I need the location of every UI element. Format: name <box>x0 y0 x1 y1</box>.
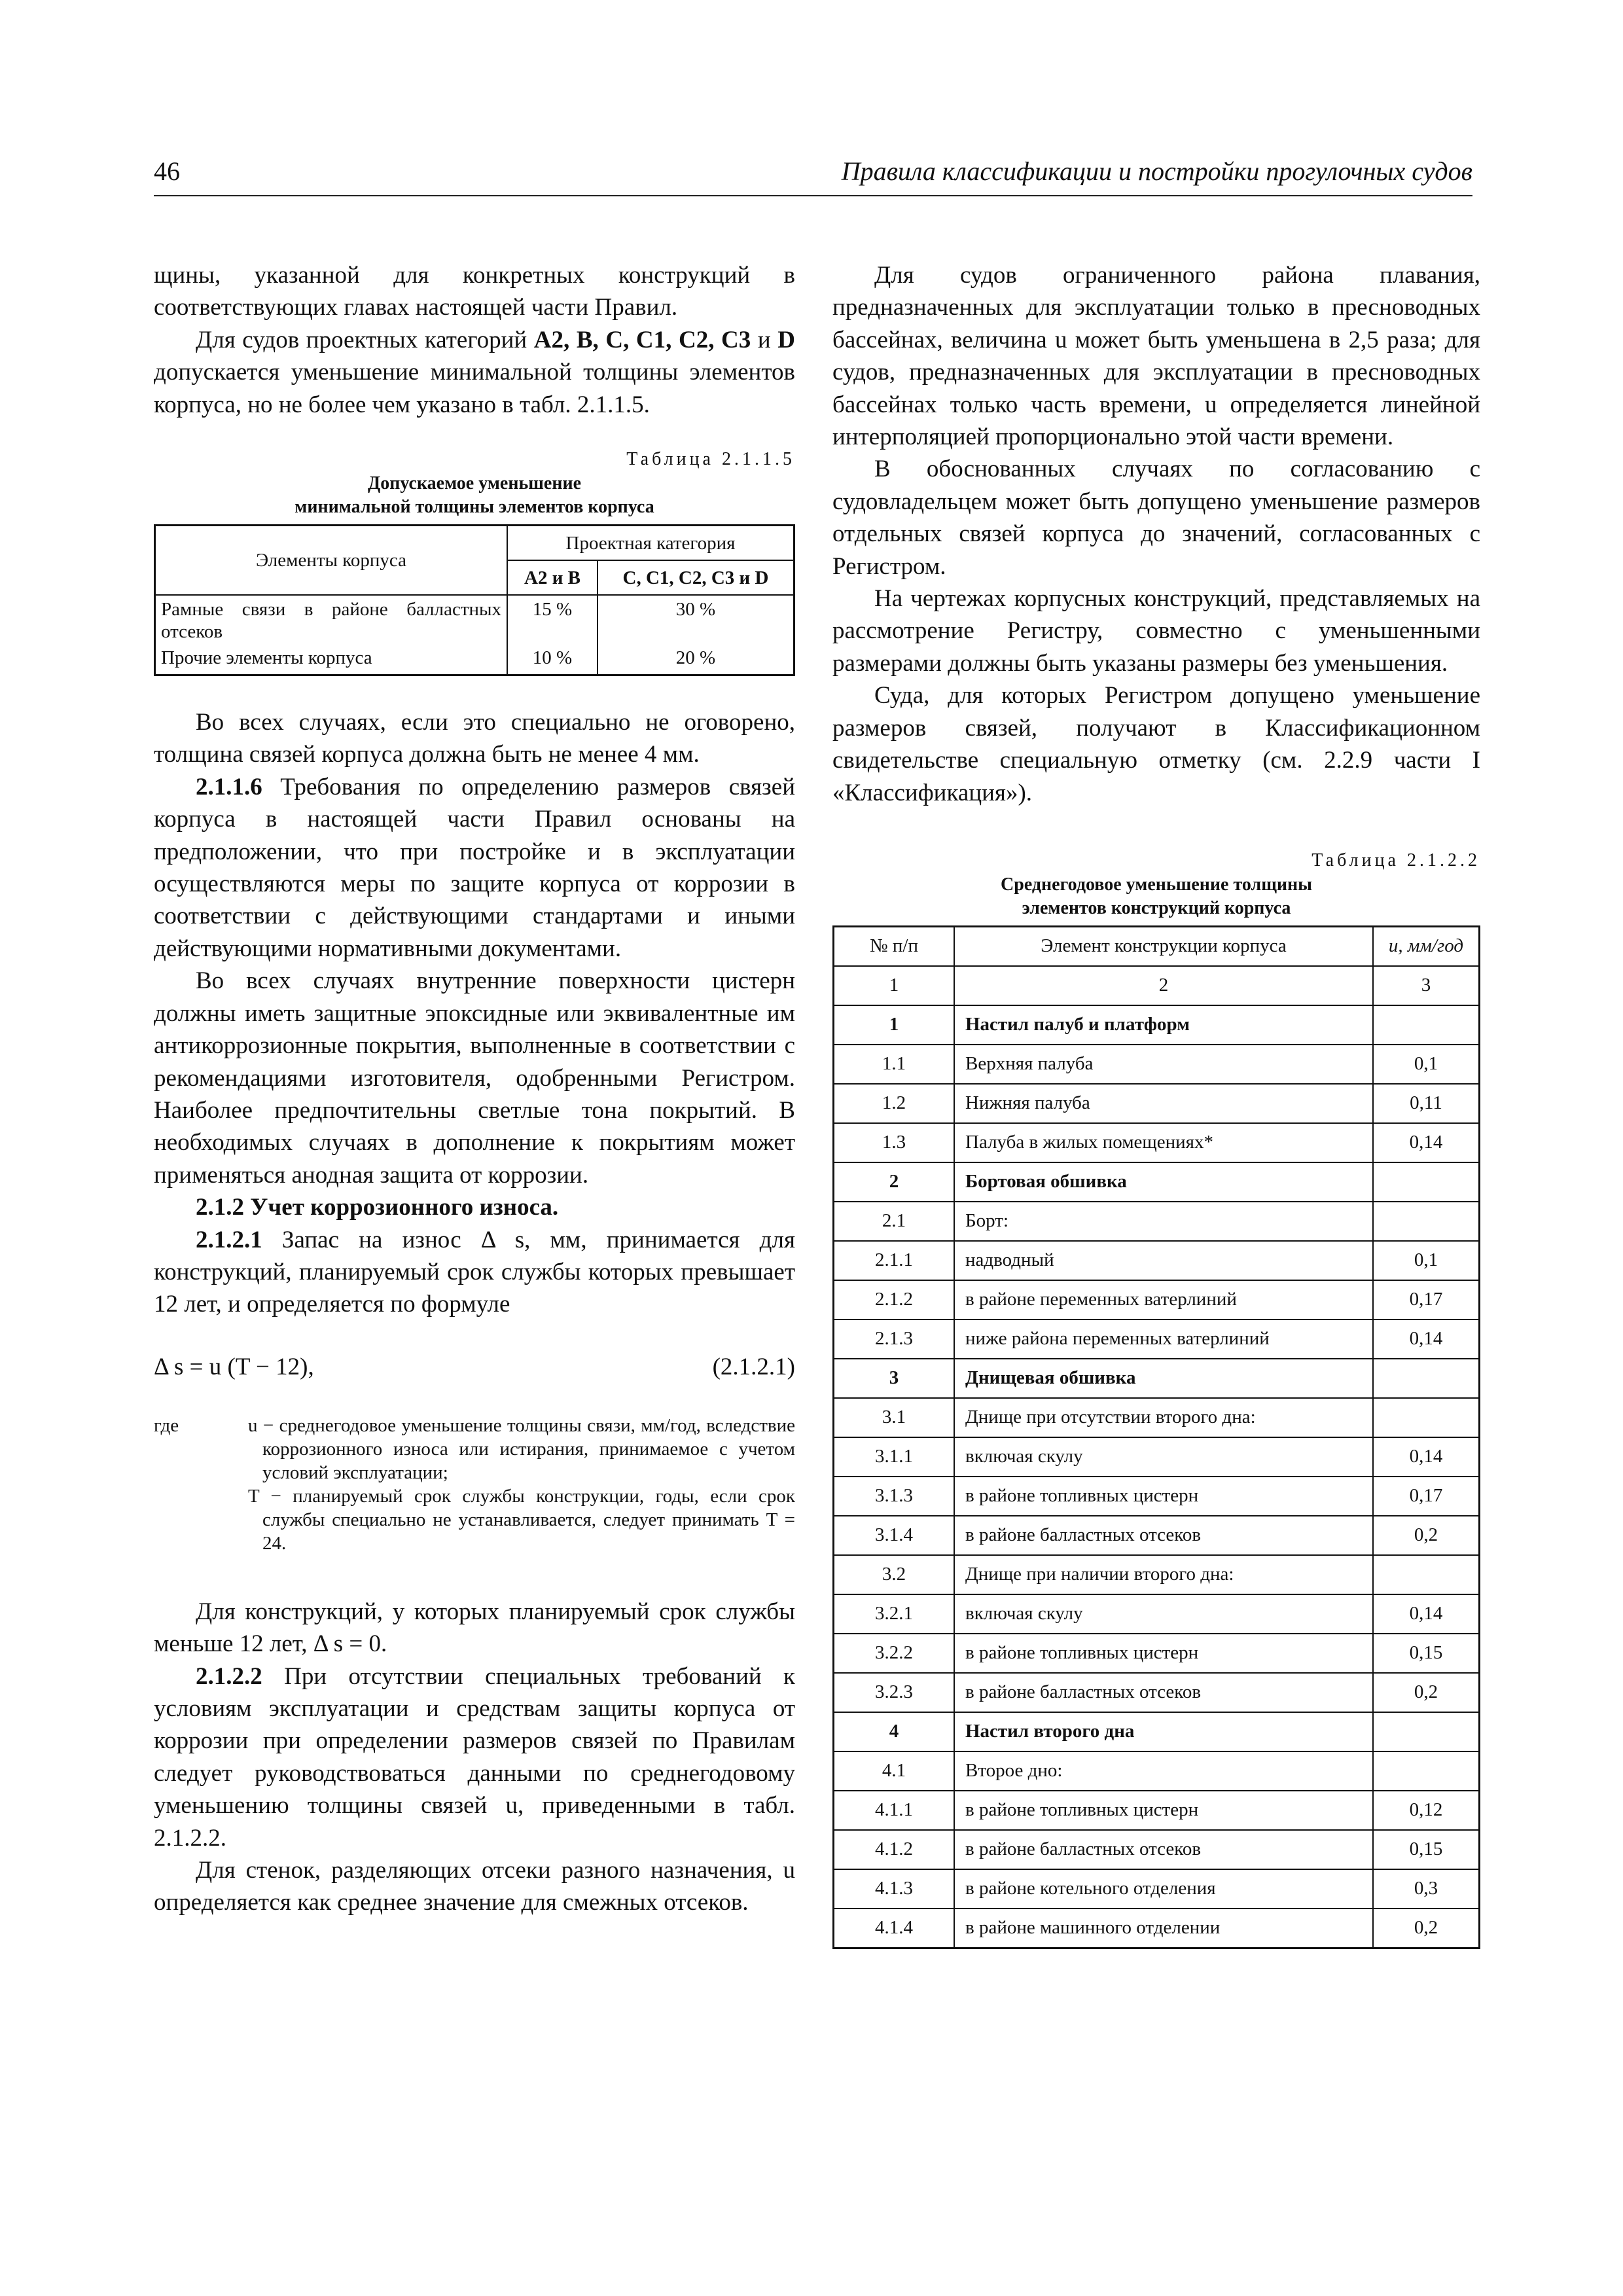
table-cell: 0,2 <box>1373 1673 1480 1712</box>
formula-expression: Δ s = u (T − 12), <box>154 1353 314 1380</box>
table-cell: Второе дно: <box>954 1751 1373 1791</box>
table-section-row <box>834 1712 1480 1751</box>
table-cell: в районе переменных ватерлиний <box>954 1280 1373 1319</box>
text-run: Требования по определению размеров связей корпуса в настоящей части Правил основаны на предположении, что при постройке и в эксплуатации осуществляются меры по защите корпуса от коррозии в соответствии с действующими стандартами и иными действующими нормативными документами. <box>154 773 795 962</box>
table-cell: Нижняя палуба <box>954 1084 1373 1123</box>
table-cell: 1 <box>834 1005 955 1045</box>
paragraph: Для стенок, разделяющих отсеки разного назначения, u определяется как среднее значение для смежных отсеков. <box>154 1857 795 1916</box>
clause-number: 2.1.1.6 <box>196 773 262 800</box>
table-cell: 2.1 <box>834 1202 955 1241</box>
table-cell: 0,14 <box>1373 1319 1480 1359</box>
table-row <box>834 1241 1480 1280</box>
table-cell <box>1373 1751 1480 1791</box>
table-cell: ниже района переменных ватерлиний <box>954 1319 1373 1359</box>
paragraph <box>154 1660 795 1854</box>
paragraph: В обоснованных случаях по согласованию с судовладельцем может быть допущено уменьшение размеров отдельных связей корпуса до значений, согласованных с Регистром. <box>832 456 1480 580</box>
table-section-row <box>834 1005 1480 1045</box>
table-section-row <box>834 1162 1480 1202</box>
table-cell: в районе котельного отделения <box>954 1869 1373 1909</box>
table-header-cell: C, C1, C2, C3 и D <box>597 560 794 595</box>
running-title: Правила классификации и постройки прогулочных судов <box>841 156 1472 186</box>
table-row <box>834 1202 1480 1241</box>
table-cell: 0,11 <box>1373 1084 1480 1123</box>
table-cell: в районе топливных цистерн <box>954 1791 1373 1830</box>
table-cell: 3.1.3 <box>834 1477 955 1516</box>
table-row <box>834 1516 1480 1555</box>
table-row <box>834 1751 1480 1791</box>
text-run: Запас на износ Δ s, мм, принимается для конструкций, планируемый срок службы которых превышает 12 лет, и определяется по формуле <box>154 1226 795 1318</box>
table-cell: 3.2.1 <box>834 1594 955 1634</box>
table-cell: Прочие элементы корпуса <box>155 644 508 675</box>
table-title-line: минимальной толщины элементов корпуса <box>294 497 654 518</box>
table-header-cell: № п/п <box>834 926 955 966</box>
table-cell: 3.1 <box>834 1398 955 1437</box>
text-run-bold: A2, B, C, C1, C2, C3 <box>533 326 751 353</box>
thickness-reduction-table <box>154 524 795 676</box>
paragraph: Суда, для которых Регистром допущено уменьшение размеров связей, получают в Классификационном свидетельстве специальную отметку (см. 2.2.9 части I «Классификация»). <box>832 682 1480 806</box>
section-heading: 2.1.2 Учет коррозионного износа. <box>196 1194 559 1221</box>
table-cell: 0,1 <box>1373 1045 1480 1084</box>
table-cell: Настил палуб и платформ <box>954 1005 1373 1045</box>
table-cell: Палуба в жилых помещениях* <box>954 1123 1373 1162</box>
formula <box>154 1351 795 1384</box>
table-header-row <box>834 926 1480 966</box>
table-row <box>834 1673 1480 1712</box>
table-cell: Днище при отсутствии второго дна: <box>954 1398 1373 1437</box>
table-cell: 0,17 <box>1373 1477 1480 1516</box>
text-run: При отсутствии специальных требований к условиям эксплуатации и средствам защиты корпуса от коррозии при определении размеров связей по Правилам следует руководствоваться данными по среднегодовому уменьшению толщины связей u, приведенными в табл. 2.1.2.2. <box>154 1662 795 1852</box>
table-row <box>834 1555 1480 1594</box>
header-rule <box>154 195 1472 196</box>
table-cell: 0,15 <box>1373 1830 1480 1869</box>
paragraph: Для судов ограниченного района плавания, предназначенных для эксплуатации только в пресноводных бассейнах, величина u может быть уменьшена в 2,5 раза; для судов, предназначенных для эксплуатации в пресноводных бассейнах только часть времени, u определяется линейной интерполяцией пропорционально этой части времени. <box>832 262 1480 451</box>
table-cell: 3.2.2 <box>834 1634 955 1673</box>
text-run: допускается уменьшение минимальной толщины элементов корпуса, но не более чем указано в табл. 2.1.1.5. <box>154 359 795 418</box>
table-cell: 0,2 <box>1373 1516 1480 1555</box>
table-cell: 3.1.1 <box>834 1437 955 1477</box>
table-cell: 2.1.2 <box>834 1280 955 1319</box>
table-header-cell: Элементы корпуса <box>155 526 508 596</box>
table-caption: Таблица 2.1.1.5 <box>626 449 795 470</box>
table-cell: 1.1 <box>834 1045 955 1084</box>
table-cell: включая скулу <box>954 1594 1373 1634</box>
table-title-line: Среднегодовое уменьшение толщины <box>1001 874 1312 895</box>
table-cell: в районе балластных отсеков <box>954 1673 1373 1712</box>
table-cell: 0,14 <box>1373 1594 1480 1634</box>
table-section-row <box>834 1359 1480 1398</box>
table-cell: надводный <box>954 1241 1373 1280</box>
paragraph <box>154 324 795 421</box>
table-cell: Днище при наличии второго дна: <box>954 1555 1373 1594</box>
table-cell: 1.3 <box>834 1123 955 1162</box>
table-row <box>155 595 794 644</box>
page-number: 46 <box>154 156 180 186</box>
table-cell <box>1373 1162 1480 1202</box>
table-row <box>834 1634 1480 1673</box>
table-cell: в районе балластных отсеков <box>954 1516 1373 1555</box>
table-cell: 4.1 <box>834 1751 955 1791</box>
table-cell: 1.2 <box>834 1084 955 1123</box>
table-cell: Днищевая обшивка <box>954 1359 1373 1398</box>
paragraph <box>154 771 795 965</box>
corrosion-rate-table <box>832 925 1480 1949</box>
table-cell: 3.2.3 <box>834 1673 955 1712</box>
table-cell: 0,3 <box>1373 1869 1480 1909</box>
table-cell: 30 % <box>597 595 794 644</box>
table-cell: Верхняя палуба <box>954 1045 1373 1084</box>
table-title <box>154 472 795 519</box>
table-cell: Борт: <box>954 1202 1373 1241</box>
table-row <box>155 644 794 675</box>
table-cell <box>1373 1398 1480 1437</box>
table-cell: 3.2 <box>834 1555 955 1594</box>
table-cell <box>1373 1555 1480 1594</box>
table-cell: 0,17 <box>1373 1280 1480 1319</box>
table-cell: 4.1.4 <box>834 1909 955 1948</box>
table-cell: Настил второго дна <box>954 1712 1373 1751</box>
table-row <box>834 1437 1480 1477</box>
table-title-line: Допускаемое уменьшение <box>367 473 582 494</box>
paragraph <box>154 1224 795 1321</box>
table-row <box>834 1869 1480 1909</box>
table-cell: в районе топливных цистерн <box>954 1477 1373 1516</box>
table-cell: 0,12 <box>1373 1791 1480 1830</box>
formula-number: (2.1.2.1) <box>712 1353 795 1380</box>
table-cell: 0,15 <box>1373 1634 1480 1673</box>
table-cell: 2.1.1 <box>834 1241 955 1280</box>
table-row <box>834 1830 1480 1869</box>
text-run: Для судов проектных категорий <box>196 326 534 353</box>
table-row <box>834 1398 1480 1437</box>
table-cell: Рамные связи в районе балластных отсеков <box>155 595 508 644</box>
where-label: где <box>154 1414 179 1436</box>
table-column-numbers-row <box>834 966 1480 1005</box>
table-header-cell: Проектная категория <box>507 526 794 561</box>
table-cell: 4 <box>834 1712 955 1751</box>
table-row <box>834 1791 1480 1830</box>
table-row <box>834 1280 1480 1319</box>
clause-number: 2.1.2.1 <box>196 1226 262 1253</box>
table-cell <box>1373 1005 1480 1045</box>
table-cell: 0,14 <box>1373 1123 1480 1162</box>
table-cell: 4.1.2 <box>834 1830 955 1869</box>
table-title <box>832 873 1480 920</box>
table-title-line: элементов конструкций корпуса <box>1022 897 1291 918</box>
table-cell: 4.1.3 <box>834 1869 955 1909</box>
text-run-bold: D <box>777 326 795 353</box>
table-row <box>834 1123 1480 1162</box>
paragraph: Во всех случаях, если это специально не оговорено, толщина связей корпуса должна быть не менее 4 мм. <box>154 709 795 768</box>
table-cell: 2.1.3 <box>834 1319 955 1359</box>
paragraph: щины, указанной для конкретных конструкций в соответствующих главах настоящей части Правил. <box>154 262 795 321</box>
table-caption: Таблица 2.1.2.2 <box>1311 850 1480 870</box>
formula-legend <box>154 1414 795 1555</box>
table-row <box>834 1477 1480 1516</box>
table-header-cell: Элемент конструкции корпуса <box>954 926 1373 966</box>
definition-u: u − среднегодовое уменьшение толщины связи, мм/год, вследствие коррозионного износа или истирания, принимаемое с учетом условий эксплуатации; <box>248 1414 795 1483</box>
clause-number: 2.1.2.2 <box>196 1662 262 1690</box>
text-run: и <box>751 326 778 353</box>
paragraph: Во всех случаях внутренние поверхности цистерн должны иметь защитные эпоксидные или эквивалентные им антикоррозионные покрытия, выполненные в соответствии с рекомендациями изготовителя, одобренными Регистром. Наиболее предпочтительны светлые тона покрытий. В необходимых случаях в дополнение к покрытиям может применяться анодная защита от коррозии. <box>154 967 795 1189</box>
table-cell: 3.1.4 <box>834 1516 955 1555</box>
table-cell: в районе машинного отделении <box>954 1909 1373 1948</box>
definition-t: T − планируемый срок службы конструкции, годы, если срок службы специально не устанавливается, следует принимать T = 24. <box>248 1485 795 1554</box>
table-cell: 0,1 <box>1373 1241 1480 1280</box>
table-cell: в районе балластных отсеков <box>954 1830 1373 1869</box>
left-column <box>154 259 795 1919</box>
table-cell: включая скулу <box>954 1437 1373 1477</box>
table-cell: 20 % <box>597 644 794 675</box>
table-cell: 3 <box>834 1359 955 1398</box>
table-cell: 0,2 <box>1373 1909 1480 1948</box>
table-cell: 15 % <box>507 595 597 644</box>
table-cell <box>1373 1712 1480 1751</box>
table-cell <box>1373 1359 1480 1398</box>
table-row <box>834 1084 1480 1123</box>
table-header-cell: A2 и B <box>507 560 597 595</box>
table-header-cell: u, мм/год <box>1373 926 1480 966</box>
table-header-cell: 2 <box>954 966 1373 1005</box>
table-header-cell: 3 <box>1373 966 1480 1005</box>
table-cell <box>1373 1202 1480 1241</box>
table-row <box>834 1909 1480 1948</box>
paragraph: На чертежах корпусных конструкций, представляемых на рассмотрение Регистру, совместно с уменьшенными размерами должны быть указаны размеры без уменьшения. <box>832 585 1480 677</box>
paragraph: Для конструкций, у которых планируемый срок службы меньше 12 лет, Δ s = 0. <box>154 1598 795 1658</box>
table-row <box>834 1319 1480 1359</box>
table-header-cell: 1 <box>834 966 955 1005</box>
right-column <box>832 259 1480 1949</box>
table-row <box>834 1045 1480 1084</box>
table-cell: 10 % <box>507 644 597 675</box>
table-row <box>834 1594 1480 1634</box>
table-cell: в районе топливных цистерн <box>954 1634 1373 1673</box>
table-cell: 0,14 <box>1373 1437 1480 1477</box>
table-cell: Бортовая обшивка <box>954 1162 1373 1202</box>
table-cell: 4.1.1 <box>834 1791 955 1830</box>
table-cell: 2 <box>834 1162 955 1202</box>
